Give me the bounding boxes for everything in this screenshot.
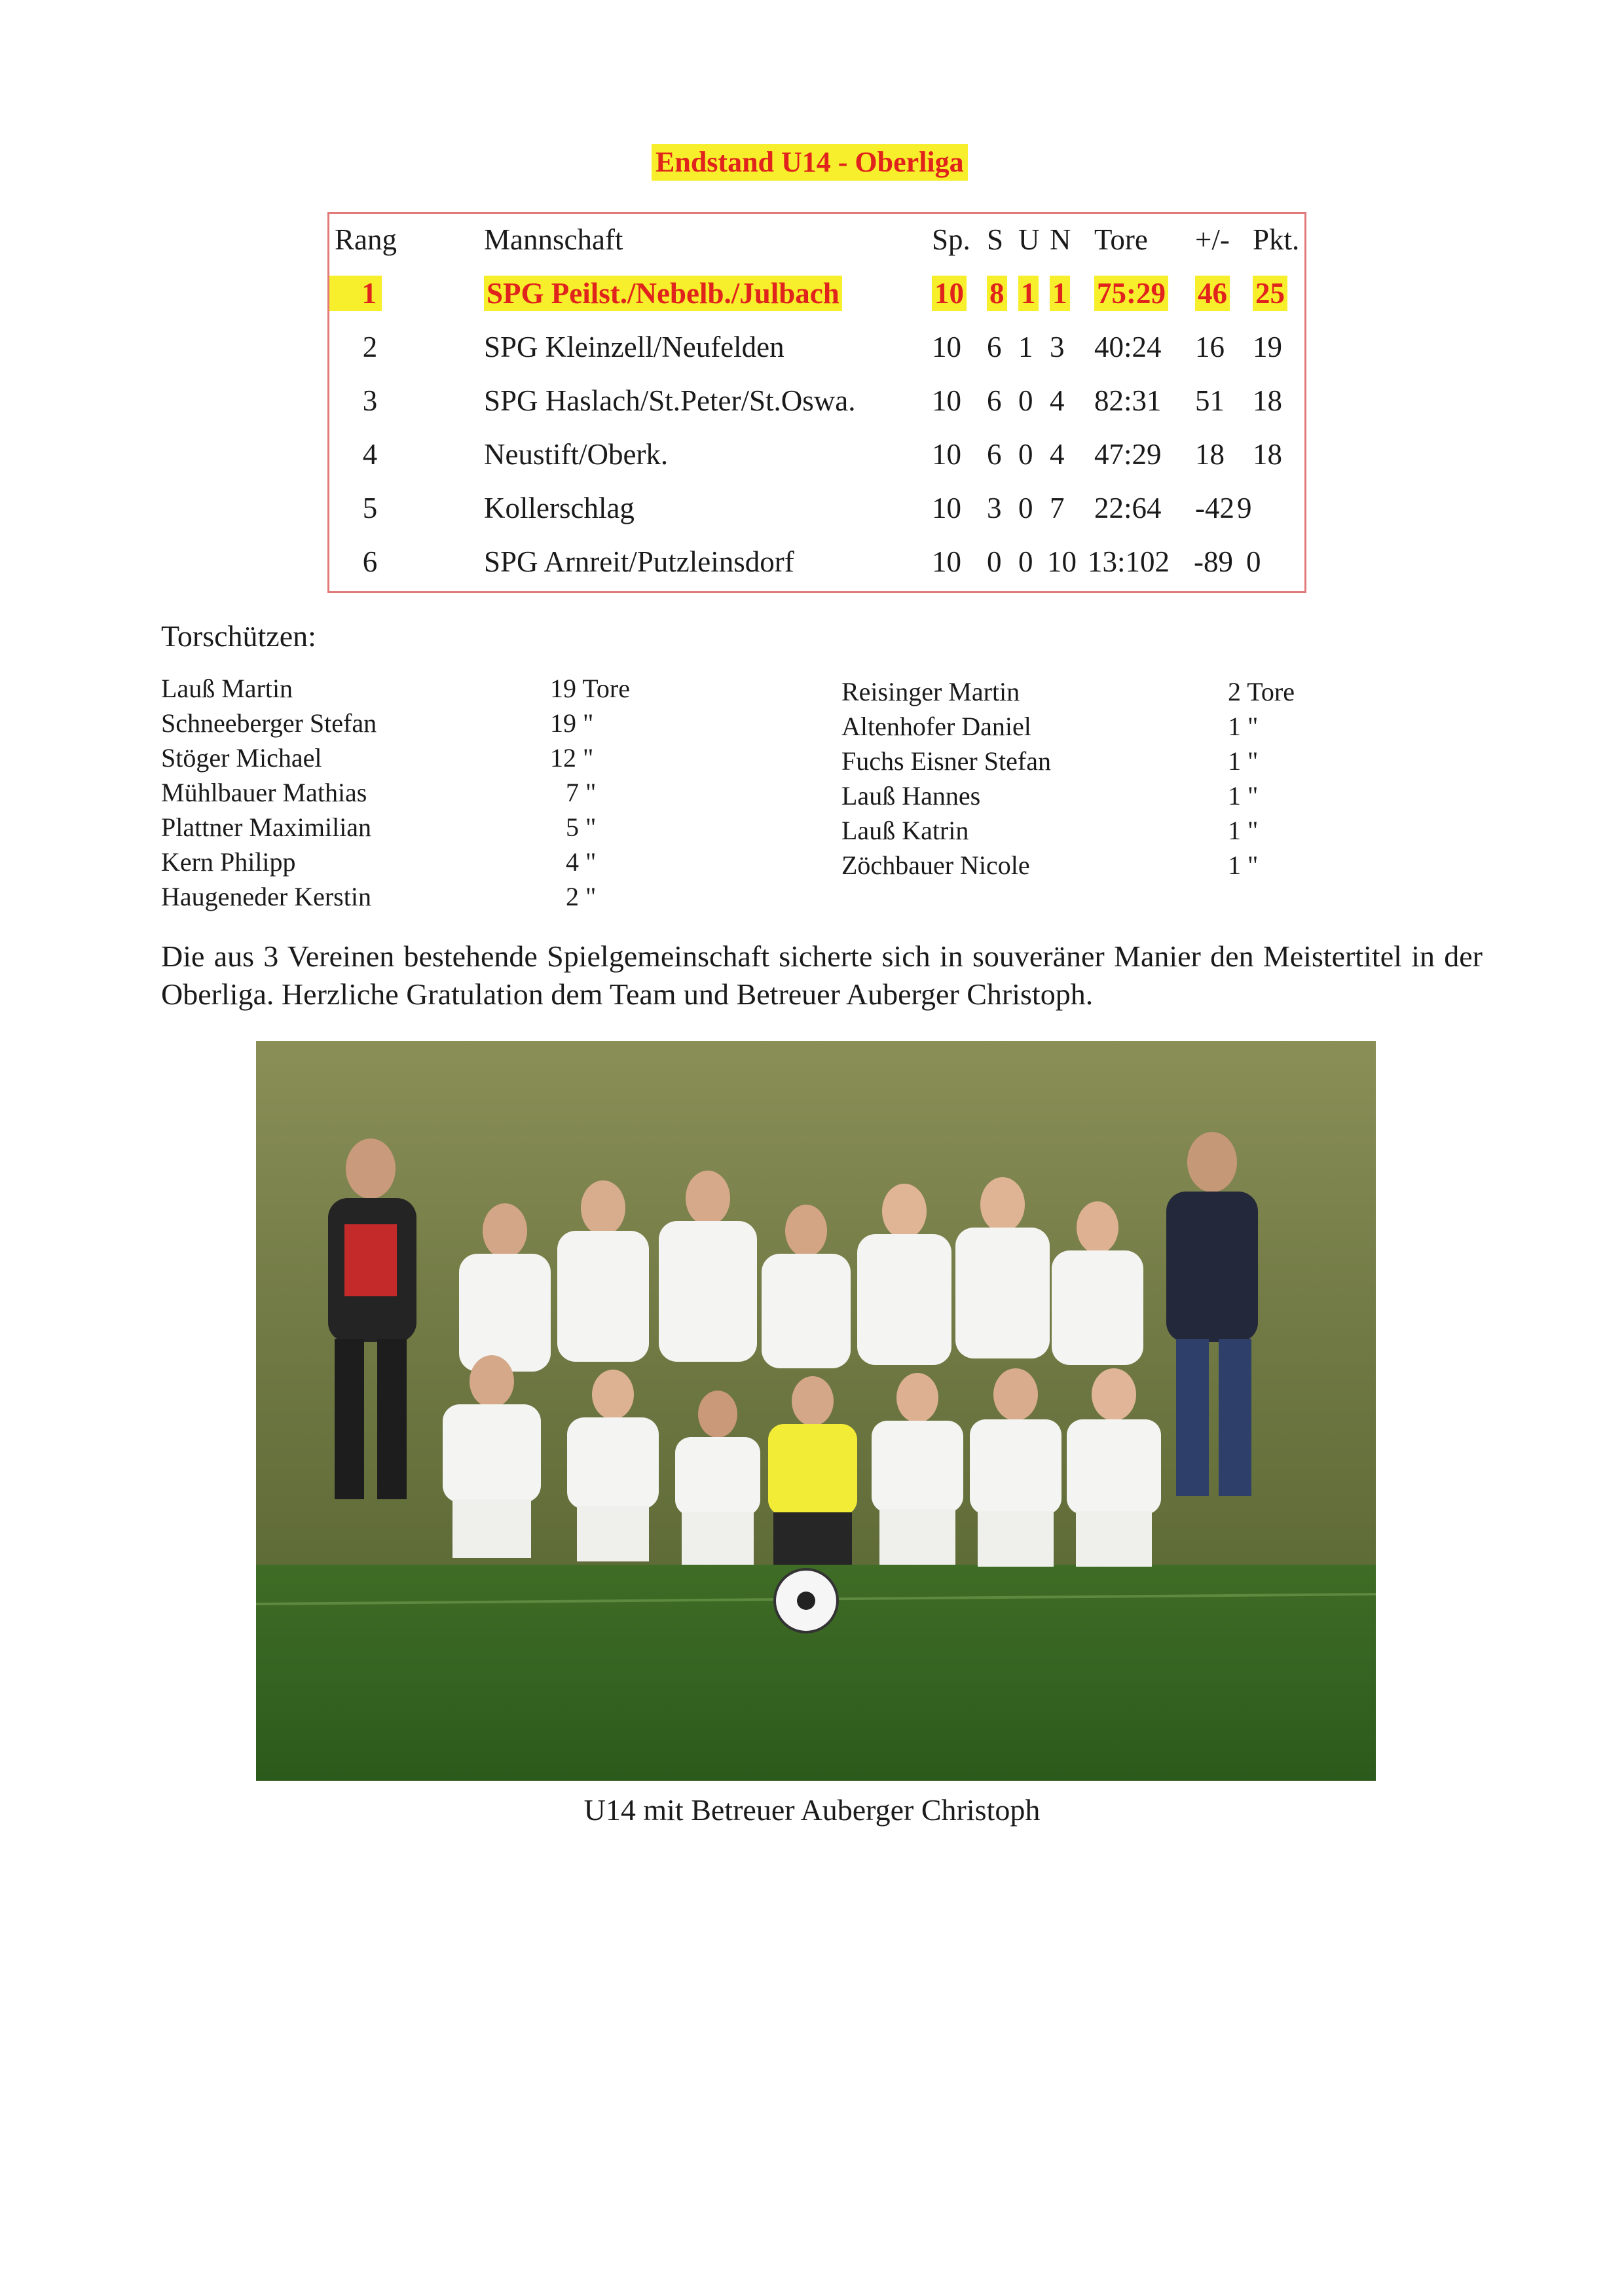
table-row — [329, 324, 1304, 370]
scorer-goals: 1 " — [1228, 816, 1259, 845]
scorer-goals: 12 " — [550, 743, 594, 773]
pkt-cell: 18 — [1253, 438, 1282, 471]
header-diff: +/- — [1195, 223, 1230, 256]
pkt-cell: 18 — [1253, 384, 1282, 417]
standings-table — [327, 212, 1306, 593]
scorer-name: Schneeberger Stefan — [161, 708, 377, 738]
standings-header-row — [329, 217, 1304, 263]
header-n: N — [1050, 223, 1071, 256]
header-s: S — [987, 223, 1004, 256]
rank-cell: 6 — [362, 545, 378, 578]
photo-caption: U14 mit Betreuer Auberger Christoph — [583, 1793, 1041, 1827]
u-cell: 0 — [1018, 384, 1033, 417]
rank-cell: 5 — [362, 492, 378, 524]
team-cell: SPG Haslach/St.Peter/St.Oswa. — [484, 384, 856, 417]
scorer-goals: 19 Tore — [550, 674, 630, 703]
table-row — [329, 270, 1304, 316]
u-cell: 0 — [1018, 492, 1033, 524]
rank-cell: 3 — [362, 384, 378, 417]
table-row — [329, 539, 1304, 585]
scorer-name: Kern Philipp — [161, 847, 296, 877]
diff-cell: 51 — [1195, 384, 1225, 417]
sp-cell: 10 — [932, 276, 967, 311]
header-pkt: Pkt. — [1253, 223, 1300, 256]
scorer-name: Altenhofer Daniel — [841, 712, 1031, 741]
pkt-cell: 9 — [1237, 492, 1252, 524]
scorer-name: Reisinger Martin — [841, 677, 1020, 706]
rank-cell: 4 — [362, 438, 378, 471]
scorer-name: Mühlbauer Mathias — [161, 778, 367, 807]
n-cell: 1 — [1050, 276, 1070, 311]
rank-cell: 2 — [362, 331, 378, 363]
sp-cell: 10 — [932, 331, 961, 363]
scorer-goals: 1 " — [1228, 746, 1259, 776]
diff-cell: 46 — [1195, 276, 1230, 311]
sp-cell: 10 — [932, 492, 961, 524]
scorer-name: Stöger Michael — [161, 743, 322, 773]
team-cell: Neustift/Oberk. — [484, 438, 669, 471]
n-cell: 4 — [1050, 438, 1065, 471]
s-cell: 8 — [987, 276, 1007, 311]
table-row — [329, 431, 1304, 477]
sp-cell: 10 — [932, 384, 961, 417]
header-tore: Tore — [1094, 223, 1148, 256]
scorer-name: Lauß Martin — [161, 674, 293, 703]
scorer-name: Haugeneder Kerstin — [161, 882, 371, 911]
table-row — [329, 378, 1304, 424]
diff-cell: -89 — [1194, 545, 1233, 578]
header-team: Mannschaft — [484, 223, 623, 256]
s-cell: 6 — [987, 331, 1002, 363]
scorer-goals: 2 Tore — [1228, 677, 1295, 706]
scorer-goals: 5 " — [566, 812, 597, 842]
team-photo — [256, 1041, 1376, 1781]
n-cell: 3 — [1050, 331, 1065, 363]
diff-cell: 18 — [1195, 438, 1225, 471]
scorer-name: Zöchbauer Nicole — [841, 850, 1030, 880]
s-cell: 3 — [987, 492, 1002, 524]
scorer-name: Lauß Hannes — [841, 781, 981, 811]
team-cell: Kollerschlag — [484, 492, 635, 524]
n-cell: 7 — [1050, 492, 1065, 524]
s-cell: 0 — [987, 545, 1002, 578]
diff-cell: -42 — [1195, 492, 1234, 524]
team-cell: SPG Peilst./Nebelb./Julbach — [484, 276, 842, 311]
n-cell: 4 — [1050, 384, 1065, 417]
scorer-name: Lauß Katrin — [841, 816, 969, 845]
scorer-goals: 1 " — [1228, 850, 1259, 880]
scorer-goals: 1 " — [1228, 781, 1259, 811]
scorer-goals: 7 " — [566, 778, 597, 807]
summary-paragraph: Die aus 3 Vereinen bestehende Spielgemeinschaft sicherte sich in souveräner Manier den Meistertitel in der Oberliga. Herzliche Gratulation dem Team und Betreuer Auberger Christoph. — [161, 939, 1483, 1011]
scorer-goals: 2 " — [566, 882, 597, 911]
table-row — [329, 485, 1304, 531]
team-cell: SPG Kleinzell/Neufelden — [484, 331, 784, 363]
header-u: U — [1018, 223, 1040, 256]
tore-cell: 82:31 — [1094, 384, 1162, 417]
sp-cell: 10 — [932, 545, 961, 578]
rank-cell: 1 — [329, 276, 382, 311]
u-cell: 1 — [1018, 331, 1033, 363]
pkt-cell: 0 — [1246, 545, 1261, 578]
u-cell: 0 — [1018, 438, 1033, 471]
team-cell: SPG Arnreit/Putzleinsdorf — [484, 545, 794, 578]
diff-cell: 16 — [1195, 331, 1225, 363]
scorer-name: Fuchs Eisner Stefan — [841, 746, 1051, 776]
scorer-goals: 1 " — [1228, 712, 1259, 741]
header-sp: Sp. — [932, 223, 970, 256]
tore-cell: 47:29 — [1094, 438, 1162, 471]
scorer-goals: 19 " — [550, 708, 594, 738]
tore-cell: 75:29 — [1094, 276, 1168, 311]
scorer-goals: 4 " — [566, 847, 597, 877]
u-cell: 1 — [1018, 276, 1039, 311]
tore-cell: 40:24 — [1094, 331, 1162, 363]
u-cell: 0 — [1018, 545, 1033, 578]
page-title: Endstand U14 - Oberliga — [652, 144, 968, 181]
tore-cell: 13:102 — [1088, 545, 1170, 578]
pkt-cell: 19 — [1253, 331, 1282, 363]
s-cell: 6 — [987, 438, 1002, 471]
pkt-cell: 25 — [1253, 276, 1287, 311]
s-cell: 6 — [987, 384, 1002, 417]
header-rang: Rang — [335, 223, 397, 256]
n-cell: 10 — [1047, 545, 1077, 578]
scorers-heading: Torschützen: — [161, 619, 316, 653]
sp-cell: 10 — [932, 438, 961, 471]
scorer-name: Plattner Maximilian — [161, 812, 372, 842]
tore-cell: 22:64 — [1094, 492, 1162, 524]
